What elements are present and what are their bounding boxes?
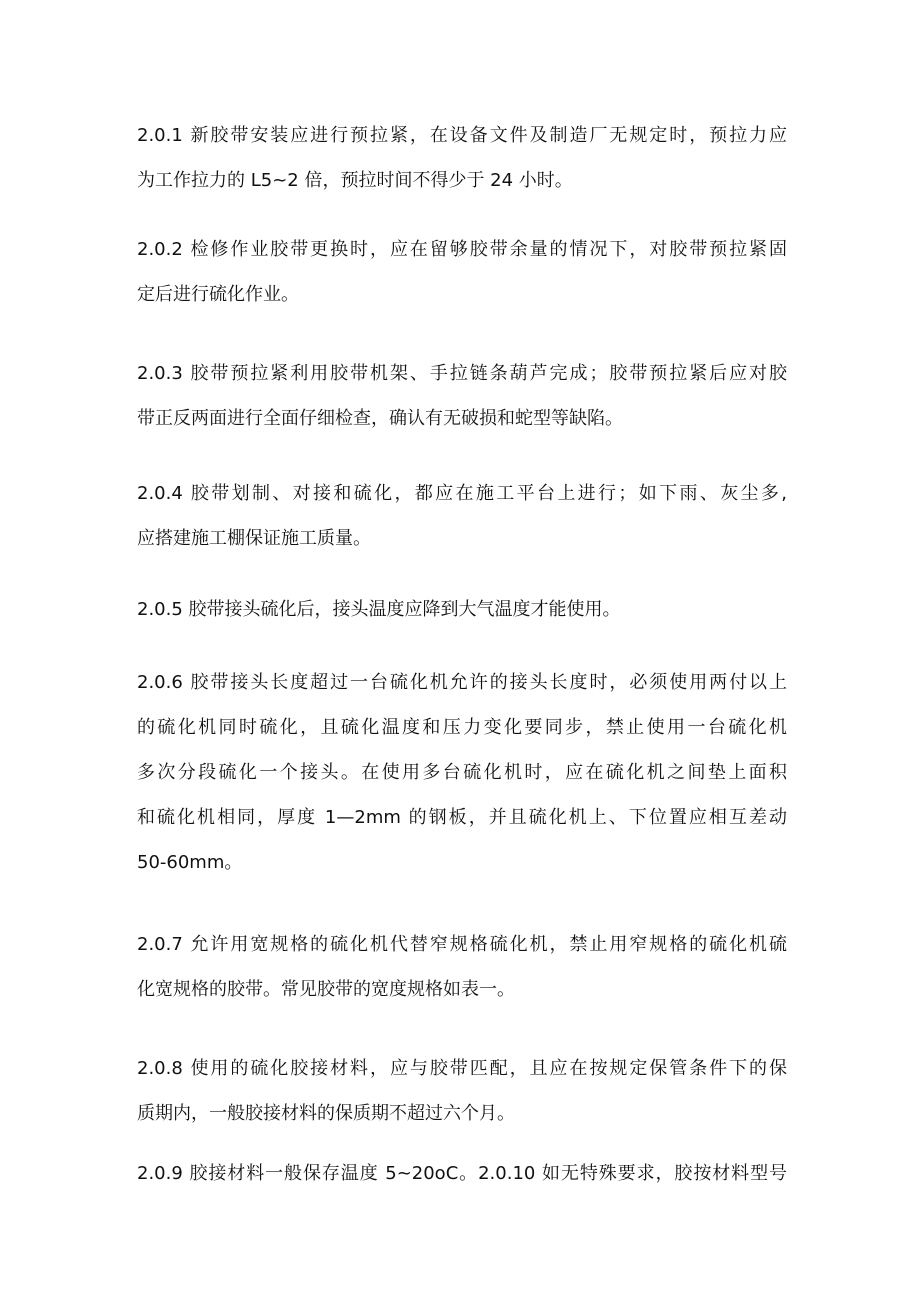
text-line: 为工作拉力的 L5~2 倍，预拉时间不得少于 24 小时。 [137,170,573,191]
text-line: 带正反两面进行全面仔细检查，确认有无破损和蛇型等缺陷。 [137,408,623,429]
text-line: 应搭建施工棚保证施工质量。 [137,528,371,549]
text-line: 和硫化机相同，厚度 1—2mm 的钢板，并且硫化机上、下位置应相互差动 [137,807,787,828]
paragraph-2-0-1 [137,113,787,203]
paragraph-2-0-5 [137,587,787,632]
text-line: 2.0.3 胶带预拉紧利用胶带机架、手拉链条葫芦完成；胶带预拉紧后应对胶 [137,363,787,384]
paragraph-2-0-4 [137,471,787,561]
paragraph-2-0-6 [137,660,787,885]
paragraph-2-0-8 [137,1046,787,1136]
text-line: 2.0.5 胶带接头硫化后，接头温度应降到大气温度才能使用。 [137,599,621,620]
text-line: 2.0.1 新胶带安装应进行预拉紧，在设备文件及制造厂无规定时，预拉力应 [137,125,787,146]
text-line: 多次分段硫化一个接头。在使用多台硫化机时，应在硫化机之间垫上面积 [137,762,787,783]
text-line: 的硫化机同时硫化，且硫化温度和压力变化要同步，禁止使用一台硫化机 [137,717,787,738]
paragraph-2-0-7 [137,922,787,1012]
text-line: 2.0.4 胶带划制、对接和硫化，都应在施工平台上进行；如下雨、灰尘多, [137,483,787,504]
text-line: 2.0.8 使用的硫化胶接材料，应与胶带匹配，且应在按规定保管条件下的保 [137,1058,787,1079]
paragraph-2-0-9 [137,1151,787,1196]
text-line: 2.0.9 胶接材料一般保存温度 5~20oC。2.0.10 如无特殊要求，胶按材料型号 [137,1163,787,1184]
text-line: 50-60mm。 [137,852,243,873]
paragraph-2-0-2 [137,227,787,317]
text-line: 2.0.6 胶带接头长度超过一台硫化机允许的接头长度时，必须使用两付以上 [137,672,787,693]
text-line: 化宽规格的胶带。常见胶带的宽度规格如表一。 [137,979,515,1000]
paragraph-2-0-3 [137,351,787,441]
text-line: 2.0.2 检修作业胶带更换时，应在留够胶带余量的情况下，对胶带预拉紧固 [137,239,787,260]
text-line: 2.0.7 允许用宽规格的硫化机代替窄规格硫化机，禁止用窄规格的硫化机硫 [137,934,787,955]
text-line: 质期内，一般胶接材料的保质期不超过六个月。 [137,1103,515,1124]
text-line: 定后进行硫化作业。 [137,284,299,305]
